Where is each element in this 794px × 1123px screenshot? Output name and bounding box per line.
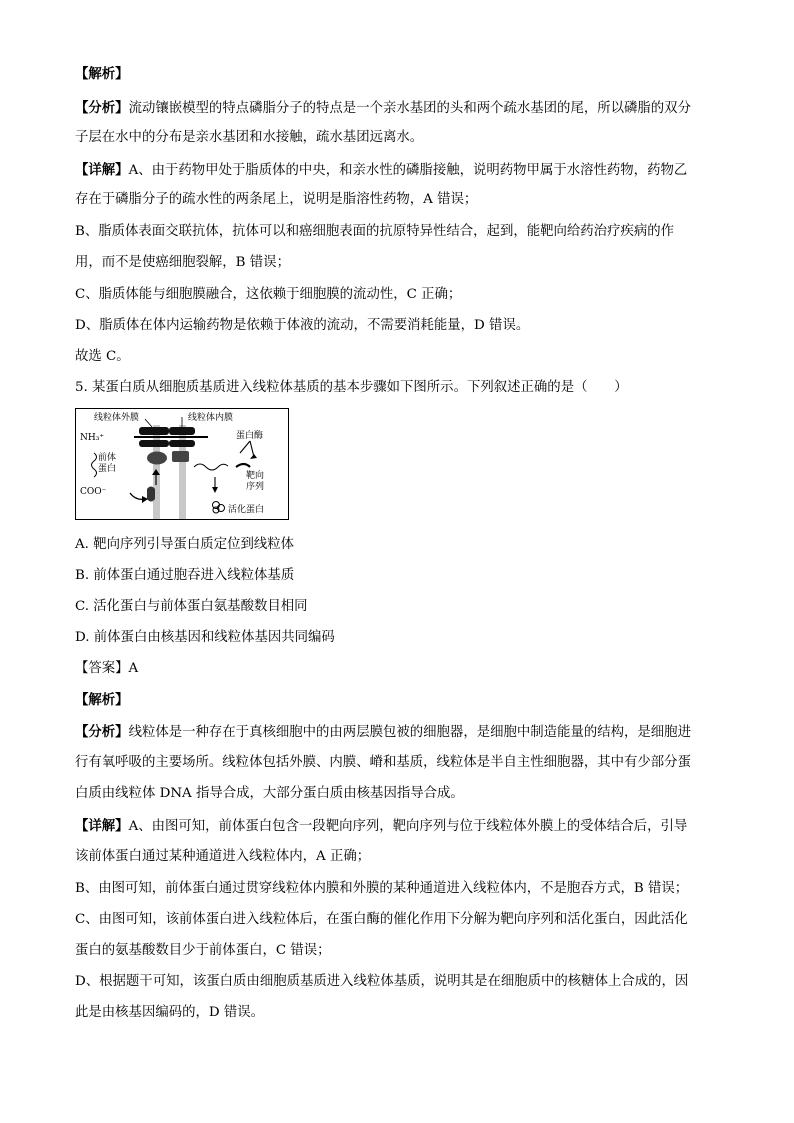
option-c: C. 活化蛋白与前体蛋白氨基酸数目相同 [75,599,308,614]
mitochondria-import-figure [75,408,289,520]
detail-paragraph-line: 此是由核基因编码的，D 错误。 [75,1005,265,1020]
detail-paragraph-line: D、脂质体在体内运输药物是依赖于体液的流动，不需要消耗能量，D 错误。 [75,318,530,333]
answer-line: 【答案】A [75,661,139,676]
analysis-heading-1 [75,65,129,84]
option-b: B. 前体蛋白通过胞吞进入线粒体基质 [75,568,295,583]
detail-paragraph-line: B、脂质体表面交联抗体，抗体可以和癌细胞表面的抗原特异性结合，起到，能靶向给药治疗疾病的作 [75,224,675,239]
detail-paragraph-line: 用，而不是使癌细胞裂解，B 错误； [75,255,290,270]
analysis-paragraph-line [75,99,691,118]
bracket-tag: 【详解】 [75,162,129,178]
label-target-line2: 序列 [246,482,265,492]
channel-left [139,440,169,447]
analysis-paragraph-line: 行有氧呼吸的主要场所。线粒体包括外膜、内膜、嵴和基质，线粒体是半自主性细胞器，其中有少部分蛋 [75,755,691,770]
receptor-upper-right [169,427,195,435]
text-run: A、由于药物甲处于脂质体的中央，和亲水性的磷脂接触，说明药物甲属于水溶性药物，药物乙 [128,163,688,178]
detail-paragraph-line: 蛋白的氨基酸数目少于前体蛋白，C 错误； [75,943,331,958]
detail-paragraph-line: 存在于磷脂分子的疏水性的两条尾上，说明是脂溶性药物，A 错误； [75,192,478,207]
conclusion-line: 故选 C。 [75,349,130,364]
receptor-upper-left [139,427,169,435]
bracket-tag: 【详解】 [75,818,129,834]
bracket-tag: 【分析】 [75,100,129,116]
inner-membrane-protein [172,451,189,462]
bracket-heading: 【解析】 [75,692,129,708]
detail-paragraph-line: C、由图可知，该前体蛋白进入线粒体后，在蛋白酶的催化作用下分解为靶向序列和活化蛋白，因此活化 [75,912,688,927]
label-activated-protein: 活化蛋白 [228,505,265,515]
inner-membrane-band [179,425,186,519]
down-arrow-head [212,487,218,493]
detail-paragraph-line: C、脂质体能与细胞膜融合，这依赖于细胞膜的流动性，C 正确； [75,287,462,302]
text-run: 线粒体是一种存在于真核细胞中的由两层膜包被的细胞器，是细胞中制造能量的结构，是细胞进 [128,725,691,740]
bracket-heading: 【解析】 [75,66,129,82]
analysis-heading-2 [75,691,129,710]
label-coo: COO⁻ [80,487,107,497]
channel-right [169,440,195,447]
protease-arrow-right [250,441,254,457]
imported-chain [194,464,228,470]
bracket-tag: 【分析】 [75,724,129,740]
protease-arrow-head [250,454,257,459]
label-target-line1: 靶向 [246,471,265,481]
label-precursor-line2: 蛋白 [98,464,117,474]
analysis-paragraph-line: 子层在水中的分布是亲水基团和水接触，疏水基团远离水。 [75,130,424,145]
analysis-paragraph-line [75,723,691,742]
protein-in-transit [147,487,155,502]
protease-arrow-left [240,441,250,453]
text-run: 流动镶嵌模型的特点磷脂分子的特点是一个亲水基团的头和两个疏水基团的尾，所以磷脂的双分 [128,101,691,116]
analysis-paragraph-line: 白质由线粒体 DNA 指导合成，大部分蛋白质由核基因指导合成。 [75,786,464,801]
label-nh3: NH₃⁺ [80,433,105,443]
label-outer-membrane: 线粒体外膜 [94,413,140,423]
detail-paragraph-line [75,161,687,180]
detail-paragraph-line: B、由图可知，前体蛋白通过贯穿线粒体内膜和外膜的某种通道进入线粒体内，不是胞吞方式，B 错误； [75,881,689,896]
label-inner-membrane: 线粒体内膜 [188,413,234,423]
detail-paragraph-line [75,817,687,836]
label-protease: 蛋白酶 [236,431,264,441]
outer-membrane-pointer [145,419,152,427]
text-run: A、由图可知，前体蛋白包含一段靶向序列，靶向序列与位于线粒体外膜上的受体结合后，引导 [128,819,688,834]
detail-paragraph-line: 该前体蛋白通过某种通道进入线粒体内，A 正确； [75,849,371,864]
question-stem: 5. 某蛋白质从细胞质基质进入线粒体基质的基本步骤如下图所示。下列叙述正确的是（ ） [75,380,628,395]
detail-paragraph-line: D、根据题干可知，该蛋白质由细胞质基质进入线粒体基质，说明其是在细胞质中的核糖体上合成的，因 [75,974,689,989]
outer-membrane-protein [147,452,167,465]
activated-protein-icon [213,502,225,514]
label-precursor-line1: 前体 [98,453,117,463]
precursor-chain [92,453,97,477]
option-d: D. 前体蛋白由核基因和线粒体基因共同编码 [75,630,335,645]
option-a: A. 靶向序列引导蛋白质定位到线粒体 [75,537,295,552]
target-sequence-fragment [236,464,250,467]
